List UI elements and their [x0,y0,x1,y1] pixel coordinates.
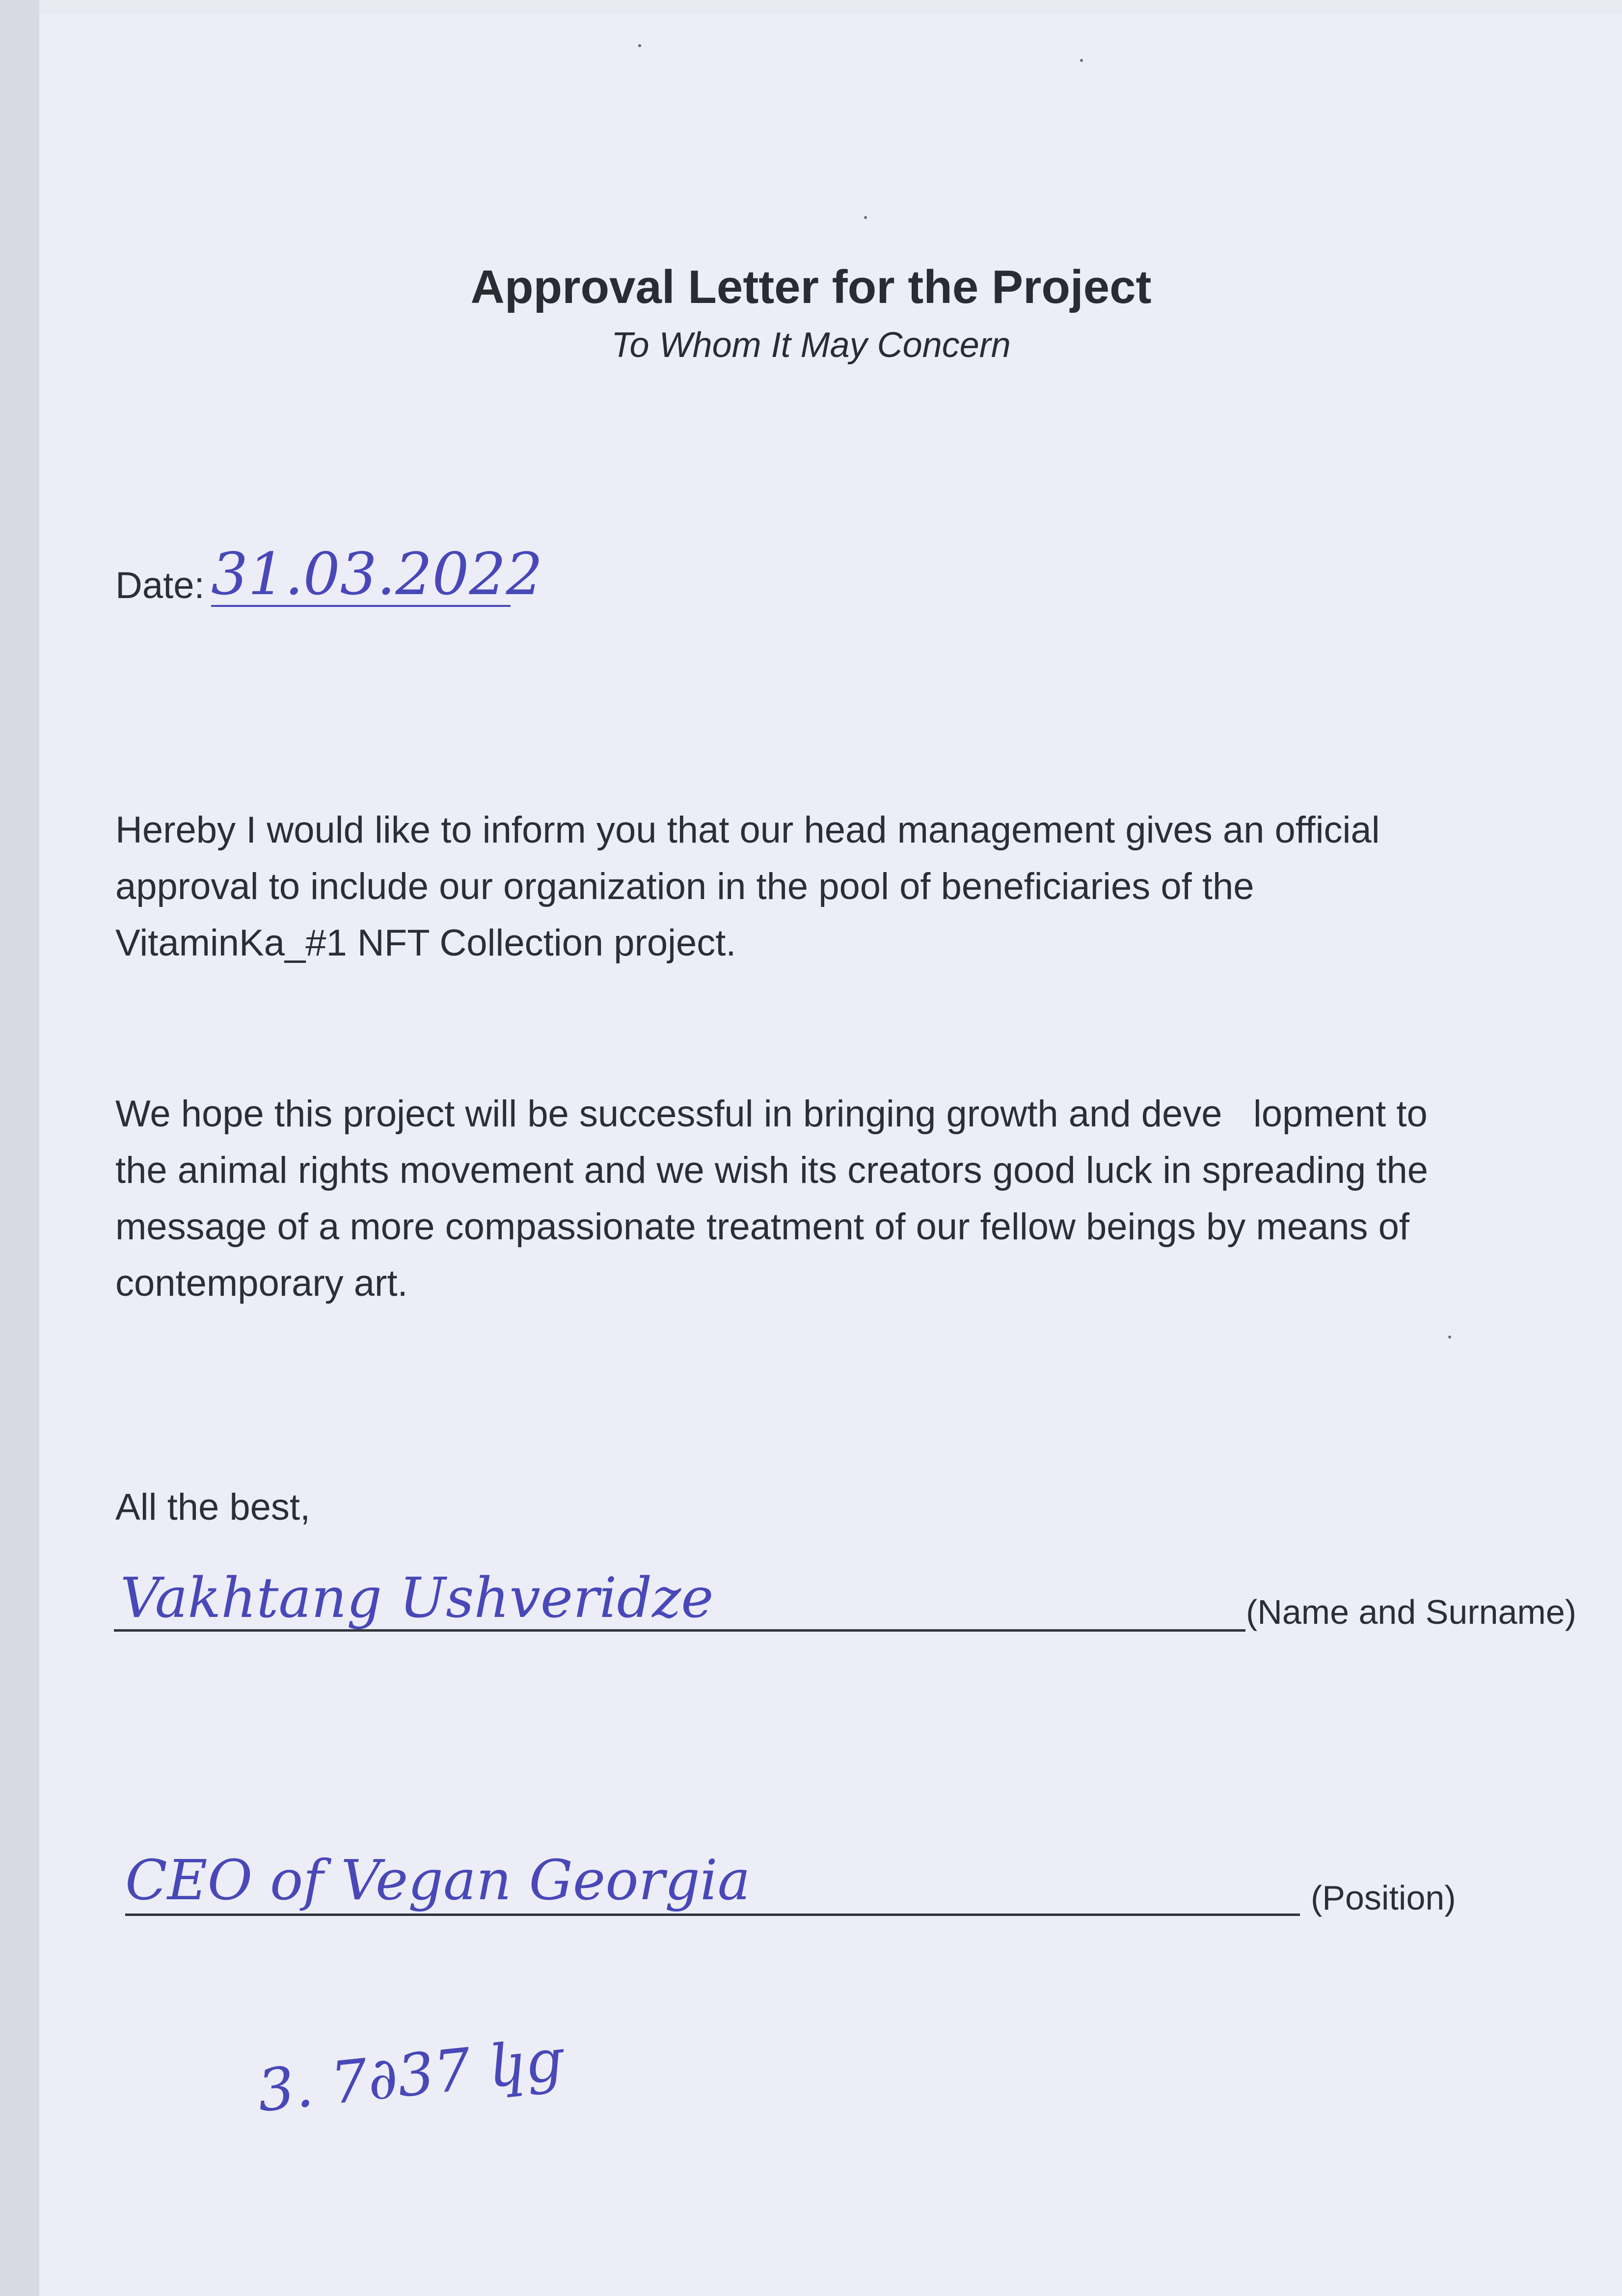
paragraph-line: VitaminKa_#1 NFT Collection project. [115,922,736,964]
letter-title: Approval Letter for the Project [470,261,1152,313]
paragraph-line: approval to include our organization in the pool of beneficiaries of the [115,866,1254,907]
position-field-label: (Position) [1311,1879,1456,1917]
paragraph-line: contemporary art. [115,1262,408,1304]
handwritten-signature: 3. 7∂37 կց [254,2025,566,2125]
paragraph-line: We hope this project will be successful in bringing growth and deve lopment to [115,1093,1428,1135]
name-field-label: (Name and Surname) [1246,1593,1577,1631]
name-handwritten: Vakhtang Ushveridze [120,1566,714,1630]
position-handwritten: CEO of Vegan Georgia [125,1849,751,1913]
date-handwritten: 31.03.2022 [211,540,543,608]
paragraph-line: Hereby I would like to inform you that our head management gives an official [115,809,1380,851]
paragraph-line: message of a more compassionate treatment of our fellow beings by means of [115,1206,1410,1248]
paper-speck [864,216,867,219]
name-line [114,1629,1245,1632]
date-underline [211,605,511,607]
paper-speck [638,44,641,47]
paper-speck [1080,59,1083,62]
paper-speck [1448,1336,1451,1339]
date-label: Date: [115,565,205,606]
closing-text: All the best, [115,1486,311,1528]
position-line [125,1913,1300,1916]
letter-salutation: To Whom It May Concern [611,326,1011,365]
paragraph-line: the animal rights movement and we wish its creators good luck in spreading the [115,1149,1429,1191]
